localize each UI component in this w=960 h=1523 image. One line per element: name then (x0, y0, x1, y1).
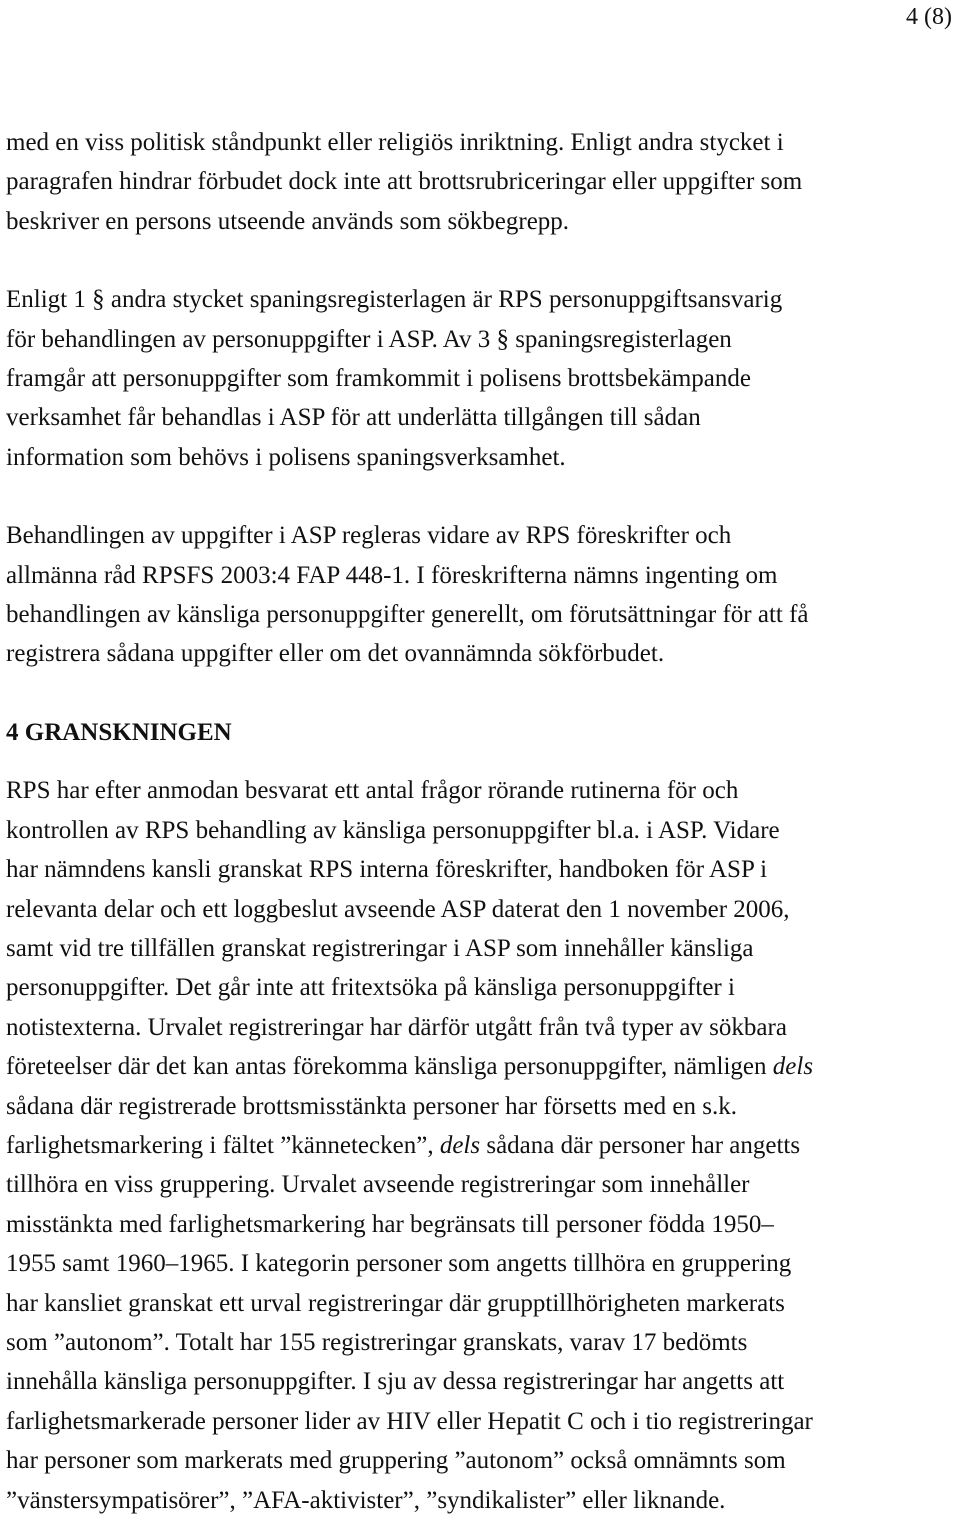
text-line: tillhöra en viss gruppering. Urvalet avseende registreringar som innehåller (6, 1171, 750, 1199)
text-line: information som behövs i polisens spaningsverksamhet. (6, 443, 566, 471)
text-line: relevanta delar och ett loggbeslut avseende ASP daterat den 1 november 2006, (6, 895, 790, 923)
text-line: som ”autonom”. Totalt har 155 registreringar granskats, varav 17 bedömts (6, 1328, 748, 1356)
text-line: har nämndens kansli granskat RPS interna föreskrifter, handboken för ASP i (6, 856, 768, 884)
text-line: Enligt 1 § andra stycket spaningsregisterlagen är RPS personuppgiftsansvarig (6, 286, 783, 314)
text-line: har personer som markerats med gruppering ”autonom” också omnämnts som (6, 1447, 786, 1475)
document-body (6, 123, 956, 1520)
text-line: notistexterna. Urvalet registreringar har därför utgått från två typer av sökbara (6, 1013, 787, 1041)
text-line: verksamhet får behandlas i ASP för att underlätta tillgången till sådan (6, 404, 701, 432)
text-line: framgår att personuppgifter som framkommit i polisens brottsbekämpande (6, 365, 751, 393)
text-line: misstänkta med farlighetsmarkering har begränsats till personer födda 1950– (6, 1210, 774, 1238)
text-segment: sådana där personer har angetts (486, 1131, 801, 1159)
emphasis-dels: dels (439, 1131, 481, 1159)
section-heading: 4 GRANSKNINGEN (6, 718, 232, 746)
text-line: sådana där registrerade brottsmisstänkta personer har försetts med en s.k. (6, 1092, 738, 1120)
text-line: ”vänstersympatisörer”, ”AFA-aktivister”, ”syndikalister” eller liknande. (6, 1486, 726, 1514)
text-line: har kansliet granskat ett urval registreringar där grupptillhörigheten markerats (6, 1289, 785, 1317)
text-line: farlighetsmarkerade personer lider av HIV eller Hepatit C och i tio registreringar (6, 1407, 813, 1435)
paragraph-1 (6, 123, 956, 241)
text-line: 1955 samt 1960–1965. I kategorin personer som angetts tillhöra en gruppering (6, 1250, 792, 1278)
text-line: kontrollen av RPS behandling av känsliga personuppgifter bl.a. i ASP. Vidare (6, 816, 780, 844)
text-line: behandlingen av känsliga personuppgifter generellt, om förutsättningar för att få (6, 601, 809, 629)
text-line: allmänna råd RPSFS 2003:4 FAP 448-1. I föreskrifterna nämns ingenting om (6, 561, 778, 589)
text-line (6, 1126, 956, 1165)
text-line: innehålla känsliga personuppgifter. I sju av dessa registreringar har angetts att (6, 1368, 785, 1396)
text-line: RPS har efter anmodan besvarat ett antal frågor rörande rutinerna för och (6, 777, 739, 805)
text-segment: farlighetsmarkering i fältet ”kännetecken”, (6, 1131, 434, 1159)
paragraph-2 (6, 280, 956, 477)
text-line: beskriver en persons utseende används som sökbegrepp. (6, 207, 570, 235)
text-line: registrera sådana uppgifter eller om det ovannämnda sökförbudet. (6, 640, 665, 668)
text-line: för behandlingen av personuppgifter i ASP. Av 3 § spaningsregisterlagen (6, 325, 732, 353)
text-line: samt vid tre tillfällen granskat registreringar i ASP som innehåller känsliga (6, 934, 754, 962)
text-line: Behandlingen av uppgifter i ASP regleras vidare av RPS föreskrifter och (6, 522, 732, 550)
section-paragraph (6, 771, 956, 1520)
text-segment: företeelser där det kan antas förekomma känsliga personuppgifter, nämligen (6, 1053, 767, 1081)
text-line: med en viss politisk ståndpunkt eller religiös inriktning. Enligt andra stycket i (6, 129, 784, 156)
emphasis-dels: dels (772, 1053, 814, 1081)
paragraph-3 (6, 516, 956, 674)
text-line: paragrafen hindrar förbudet dock inte att brottsrubriceringar eller uppgifter som (6, 168, 803, 196)
text-line: personuppgifter. Det går inte att fritextsöka på känsliga personuppgifter i (6, 974, 735, 1002)
page-number: 4 (8) (906, 4, 952, 30)
text-line (6, 1047, 956, 1086)
